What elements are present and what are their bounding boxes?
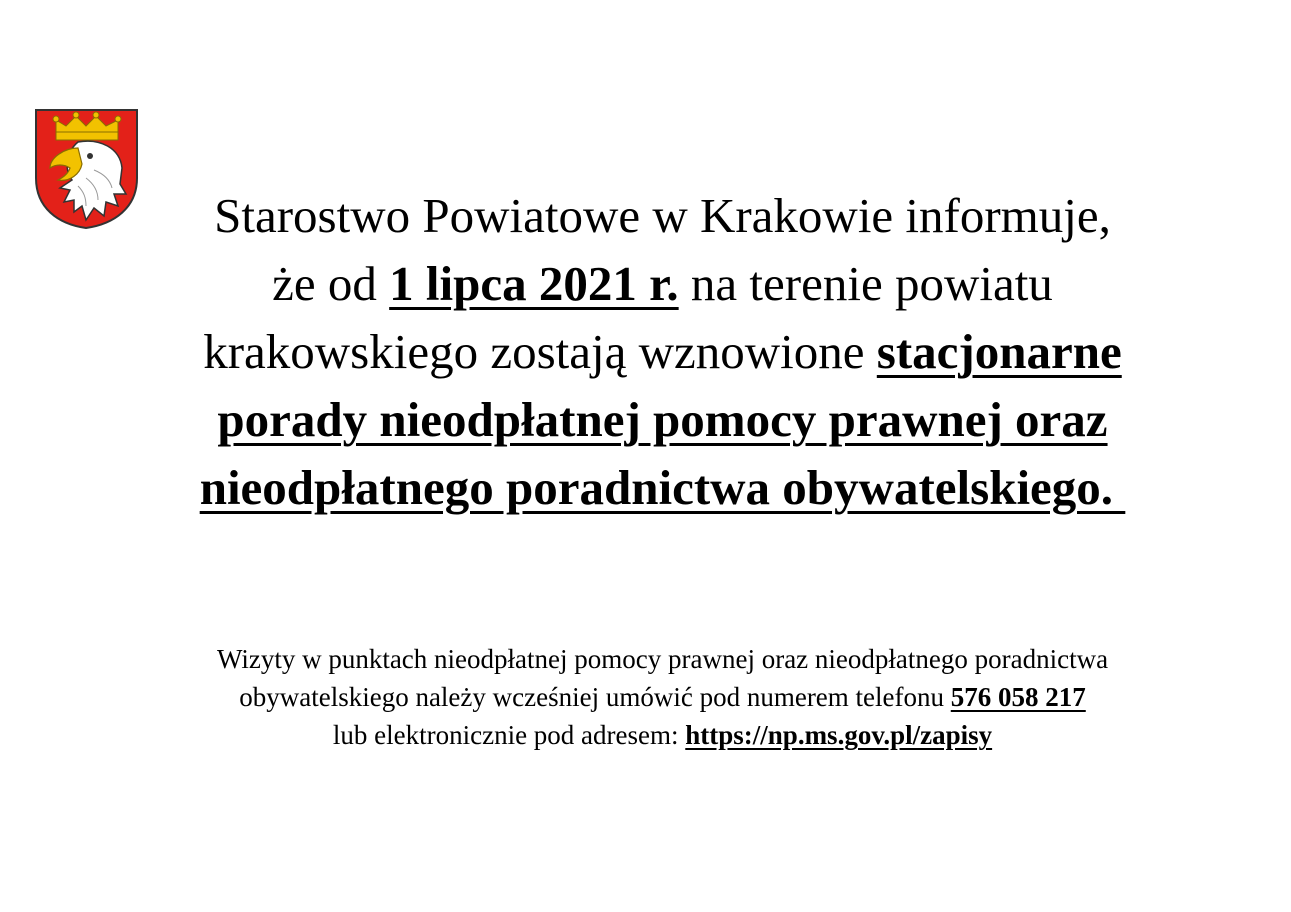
headline-line-3 <box>60 318 1265 386</box>
info-line-1: Wizyty w punktach nieodpłatnej pomocy prawnej oraz nieodpłatnego poradnictwa <box>216 644 1109 674</box>
headline-line-4 <box>60 386 1265 454</box>
headline-emphasis-stationary: stacjonarne <box>876 324 1122 379</box>
headline-line-3-prefix: krakowskiego zostają wznowione <box>203 324 877 379</box>
phone-number: 576 058 217 <box>950 682 1086 712</box>
appointment-info <box>60 640 1265 754</box>
info-line-2 <box>60 678 1265 716</box>
headline-line-2 <box>60 250 1265 318</box>
headline-line-5 <box>60 454 1265 522</box>
registration-link[interactable]: https://np.ms.gov.pl/zapisy <box>685 720 993 750</box>
headline-line-2-prefix: że od <box>272 256 390 311</box>
info-line-3 <box>60 716 1265 754</box>
info-line-2-prefix: obywatelskiego należy wcześniej umówić pod numerem telefonu <box>239 682 951 712</box>
start-date: 1 lipca 2021 r. <box>389 256 679 311</box>
headline-emphasis-legal-aid: porady nieodpłatnej pomocy prawnej oraz <box>217 392 1108 447</box>
headline-line-2-suffix: na terenie powiatu <box>678 256 1053 311</box>
info-line-3-prefix: lub elektronicznie pod adresem: <box>332 720 686 750</box>
headline-emphasis-civic-counseling: nieodpłatnego poradnictwa obywatelskiego. <box>199 460 1126 515</box>
announcement-headline <box>60 182 1265 522</box>
headline-line-1: Starostwo Powiatowe w Krakowie informuje, <box>214 188 1111 243</box>
